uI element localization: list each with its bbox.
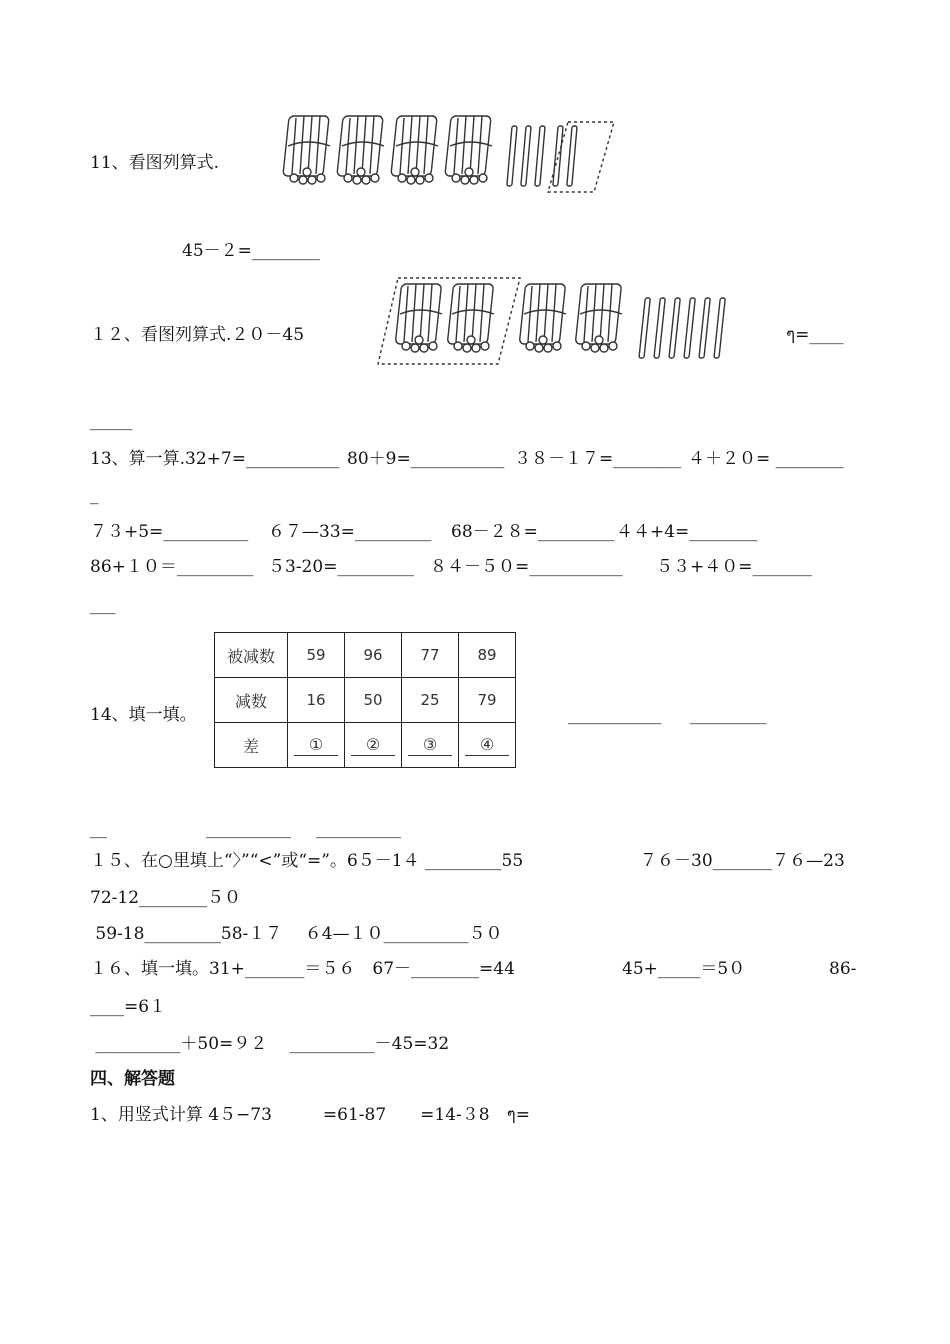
answer-marker: ④	[465, 735, 509, 756]
cell: 59	[288, 633, 345, 678]
cell: 50	[345, 678, 402, 723]
q16-line2: ____=6１	[90, 997, 167, 1017]
cell: 96	[345, 633, 402, 678]
cell: 25	[402, 678, 459, 723]
q16-line1c: 86-	[829, 959, 857, 979]
q14-blank2[interactable]: _________	[690, 705, 767, 725]
q13-row3e: ___	[90, 595, 116, 615]
q13-row1e: _	[90, 485, 99, 505]
q14-blank1[interactable]: ___________	[568, 705, 662, 725]
q13-row2c: 68－２８=_________	[451, 522, 615, 542]
q12-continuation: _____	[90, 411, 133, 431]
section4-q1: 1、用竖式计算 4５−73 =61-87 =14-３8 ๆ=	[90, 1105, 530, 1125]
section4-heading: 四、解答题	[90, 1069, 175, 1089]
q16-line1a: １６、填一填。31+_______＝５６ 67－________=44	[90, 959, 515, 979]
answer-marker: ③	[408, 735, 452, 756]
q13-row1d: ４＋２０= ________	[688, 449, 844, 469]
q14-title: 14、填一填。	[90, 705, 197, 725]
answer-cell[interactable]	[345, 723, 402, 768]
cell: 79	[459, 678, 516, 723]
q16-line1b: 45+_____＝5０	[622, 959, 746, 979]
cell: 16	[288, 678, 345, 723]
q13-row2a: ７３+5=__________	[90, 522, 249, 542]
q13-row3b: ５3-20=_________	[268, 557, 414, 577]
q15-line1a: １５、在○里填上“〉”“<”或“=”。6５－1４ _________55	[90, 851, 524, 871]
table-row	[215, 678, 516, 723]
q11-formula: 45－２=________	[182, 241, 320, 261]
answer-marker: ②	[351, 735, 395, 756]
q14-blank3[interactable]: __	[90, 819, 107, 839]
q14-table	[214, 632, 516, 768]
q15-line2: 72-12________５０	[90, 888, 242, 908]
cell: 89	[459, 633, 516, 678]
answer-cell[interactable]	[288, 723, 345, 768]
q14-blank4[interactable]: __________	[206, 819, 291, 839]
q16-line3: __________＋50=９２ __________－45=32	[90, 1034, 450, 1054]
q13-row3d: ５３+４０=_______	[656, 557, 812, 577]
q11-sticks-image	[278, 104, 618, 196]
q13-row3c: ８４－５０=___________	[430, 557, 623, 577]
q13-row3a: 86+１０＝_________	[90, 557, 254, 577]
q13-row2b: ６７—33=_________	[268, 522, 432, 542]
q14-blank5[interactable]: __________	[316, 819, 401, 839]
answer-cell[interactable]	[402, 723, 459, 768]
q12-title: １２、看图列算式.２０－45	[90, 325, 305, 345]
q15-line3: 59-18_________58-１７ ６4—１０__________５０	[90, 924, 503, 944]
q15-line1b: ７６－30_______７６—23	[640, 851, 845, 871]
cell: 77	[402, 633, 459, 678]
answer-cell[interactable]	[459, 723, 516, 768]
q13-row1a: 13、算一算.32+7=___________	[90, 449, 340, 469]
row-label: 差	[215, 723, 288, 768]
q11-title: 11、看图列算式.	[90, 153, 220, 173]
answer-marker: ①	[294, 735, 338, 756]
q13-row2d: ４４+4=________	[616, 522, 758, 542]
table-row	[215, 723, 516, 768]
q13-row1b: 80＋9=___________	[347, 449, 505, 469]
row-label: 被减数	[215, 633, 288, 678]
q12-tail: ๆ=____	[786, 325, 844, 345]
table-row	[215, 633, 516, 678]
row-label: 减数	[215, 678, 288, 723]
q12-sticks-image	[376, 272, 746, 368]
q13-row1c: ３８－１７=________	[514, 449, 682, 469]
